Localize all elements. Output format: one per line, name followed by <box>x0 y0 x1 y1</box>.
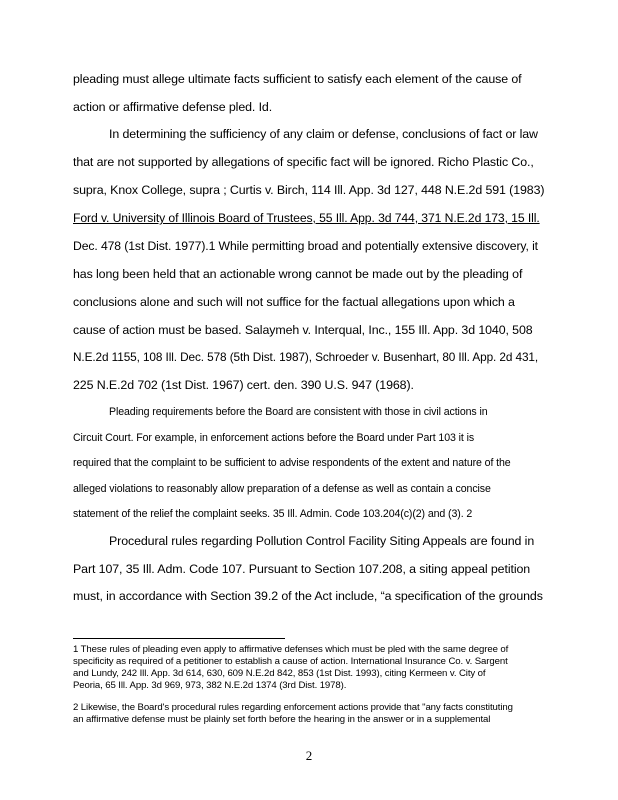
body-line: alleged violations to reasonably allow preparation of a defense as well as contain a concise <box>73 483 491 495</box>
body-line: Part 107, 35 Ill. Adm. Code 107. Pursuant to Section 107.208, a siting appeal petition <box>73 562 531 576</box>
body-line: cause of action must be based. Salaymeh v. Interqual, Inc., 155 Ill. App. 3d 1040, 508 <box>73 323 533 337</box>
body-line: action or affirmative defense pled. Id. <box>73 100 273 114</box>
footnote-line: 2 Likewise, the Board's procedural rules regarding enforcement actions provide that "any facts constituting <box>73 702 513 713</box>
footnote-line: and Lundy, 242 Ill. App. 3d 614, 630, 609 N.E.2d 842, 853 (1st Dist. 1993), citing Kermeen v. City of <box>73 668 486 679</box>
body-line: has long been held that an actionable wrong cannot be made out by the pleading of <box>73 267 523 281</box>
body-line: required that the complaint to be sufficient to advise respondents of the extent and nature of the <box>73 457 511 469</box>
body-line: Ford v. University of Illinois Board of Trustees, 55 Ill. App. 3d 744, 371 N.E.2d 173, 15 Ill. <box>73 211 540 225</box>
body-line: conclusions alone and such will not suffice for the factual allegations upon which a <box>73 295 515 309</box>
body-line: pleading must allege ultimate facts sufficient to satisfy each element of the cause of <box>73 72 522 86</box>
footnote-line: specificity as required of a petitioner to establish a cause of action. International Insurance Co. v. Sargent <box>73 656 508 667</box>
body-line: Procedural rules regarding Pollution Control Facility Siting Appeals are found in <box>109 534 535 548</box>
body-line: Circuit Court. For example, in enforcement actions before the Board under Part 103 it is <box>73 432 475 444</box>
body-line: Pleading requirements before the Board are consistent with those in civil actions in <box>109 406 488 418</box>
body-line: statement of the relief the complaint seeks. 35 Ill. Admin. Code 103.204(c)(2) and (3). 2 <box>73 508 473 520</box>
footnote-line: 1 These rules of pleading even apply to affirmative defenses which must be pled with the same degree of <box>73 644 509 655</box>
body-line: supra, Knox College, supra ; Curtis v. Birch, 114 Ill. App. 3d 127, 448 N.E.2d 591 (1983) <box>73 183 545 197</box>
footnote-divider <box>73 638 285 639</box>
body-line: 225 N.E.2d 702 (1st Dist. 1967) cert. den. 390 U.S. 947 (1968). <box>73 378 414 392</box>
footnote-line: Peoria, 65 Ill. App. 3d 969, 973, 382 N.E.2d 1374 (3rd Dist. 1978). <box>73 680 347 691</box>
body-line: must, in accordance with Section 39.2 of the Act include, “a specification of the grounds <box>73 589 543 603</box>
page-number: 2 <box>305 748 313 763</box>
body-line: In determining the sufficiency of any claim or defense, conclusions of fact or law <box>109 127 538 141</box>
body-line: N.E.2d 1155, 108 Ill. Dec. 578 (5th Dist. 1987), Schroeder v. Busenhart, 80 Ill. App. 2d 431, <box>73 350 539 364</box>
footnote-line: an affirmative defense must be plainly set forth before the hearing in the answer or in a supplemental <box>73 714 491 725</box>
body-line: Dec. 478 (1st Dist. 1977).1 While permitting broad and potentially extensive discovery, it <box>73 239 538 253</box>
body-line: that are not supported by allegations of specific fact will be ignored. Richo Plastic Co., <box>73 155 534 169</box>
